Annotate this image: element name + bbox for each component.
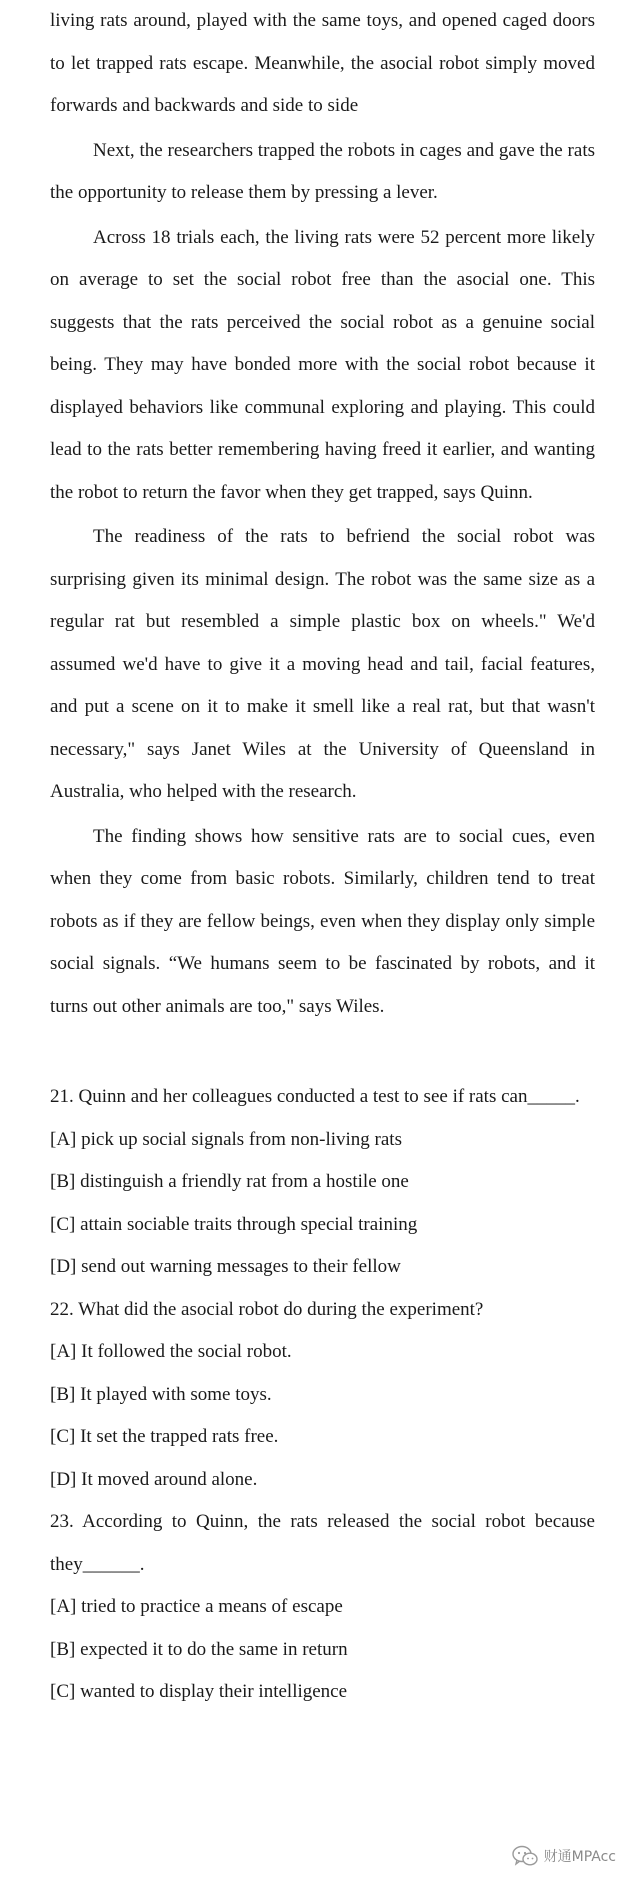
answer-option: [B] distinguish a friendly rat from a hostile one: [50, 1171, 409, 1192]
answer-option: [C] It set the trapped rats free.: [50, 1426, 279, 1447]
section-gap: [50, 1030, 595, 1076]
passage-paragraph-2: Next, the researchers trapped the robots in cages and gave the rats the opportunity to release them by pressing a lever.: [50, 139, 595, 203]
answer-option: [A] tried to practice a means of escape: [50, 1596, 343, 1617]
passage-paragraph-1: living rats around, played with the same toys, and opened caged doors to let trapped rats escape. Meanwhile, the asocial robot simply moved forwards and backwards and side to side: [50, 10, 595, 116]
reading-passage: [50, 0, 595, 1028]
question-stem: 21. Quinn and her colleagues conducted a test to see if rats can_____.: [50, 1086, 580, 1107]
answer-option: [B] It played with some toys.: [50, 1383, 272, 1405]
passage-paragraph-3: Across 18 trials each, the living rats were 52 percent more likely on average to set the social robot free than the asocial one. This suggests that the rats perceived the social robot as a genuine social being. They may have bonded more with the social robot because it displayed behaviors like communal exploring and playing. This could lead to the rats better remembering having freed it earlier, and wanting the robot to return the favor when they get trapped, says Quinn.: [50, 226, 595, 503]
question-23: [50, 1501, 595, 1714]
question-21: [50, 1076, 595, 1289]
answer-option: [B] expected it to do the same in return: [50, 1638, 348, 1660]
answer-option: [A] pick up social signals from non-living rats: [50, 1128, 402, 1150]
question-stem: 23. According to Quinn, the rats released the social robot because they______.: [50, 1511, 595, 1575]
document-page: [50, 0, 595, 1714]
passage-paragraph-4: The readiness of the rats to befriend the social robot was surprising given its minimal design. The robot was the same size as a regular rat but resembled a simple plastic box on wheels." We'd assumed we'd have to give it a moving head and tail, facial features, and put a scene on it to make it smell like a real rat, but that wasn't necessary," says Janet Wiles at the University of Queensland in Australia, who helped with the research.: [50, 526, 595, 802]
question-section: [50, 1076, 595, 1714]
answer-option: [C] wanted to display their intelligence: [50, 1681, 348, 1702]
watermark-text: 财通MPAcc: [543, 1849, 616, 1865]
passage-paragraph-5: The finding shows how sensitive rats are to social cues, even when they come from basic robots. Similarly, children tend to treat robots as if they are fellow beings, even when they display only simple social signals. “We humans seem to be fascinated by robots, and it turns out other animals are too," says Wiles.: [50, 825, 595, 1017]
watermark: [512, 1845, 616, 1867]
answer-option: [D] It moved around alone.: [50, 1468, 258, 1490]
answer-option: [A] It followed the social robot.: [50, 1341, 292, 1362]
question-22: [50, 1289, 595, 1502]
answer-option: [D] send out warning messages to their fellow: [50, 1256, 401, 1277]
answer-option: [C] attain sociable traits through special training: [50, 1213, 418, 1235]
wechat-logo-icon: [512, 1845, 538, 1867]
question-stem: 22. What did the asocial robot do during the experiment?: [50, 1298, 484, 1320]
